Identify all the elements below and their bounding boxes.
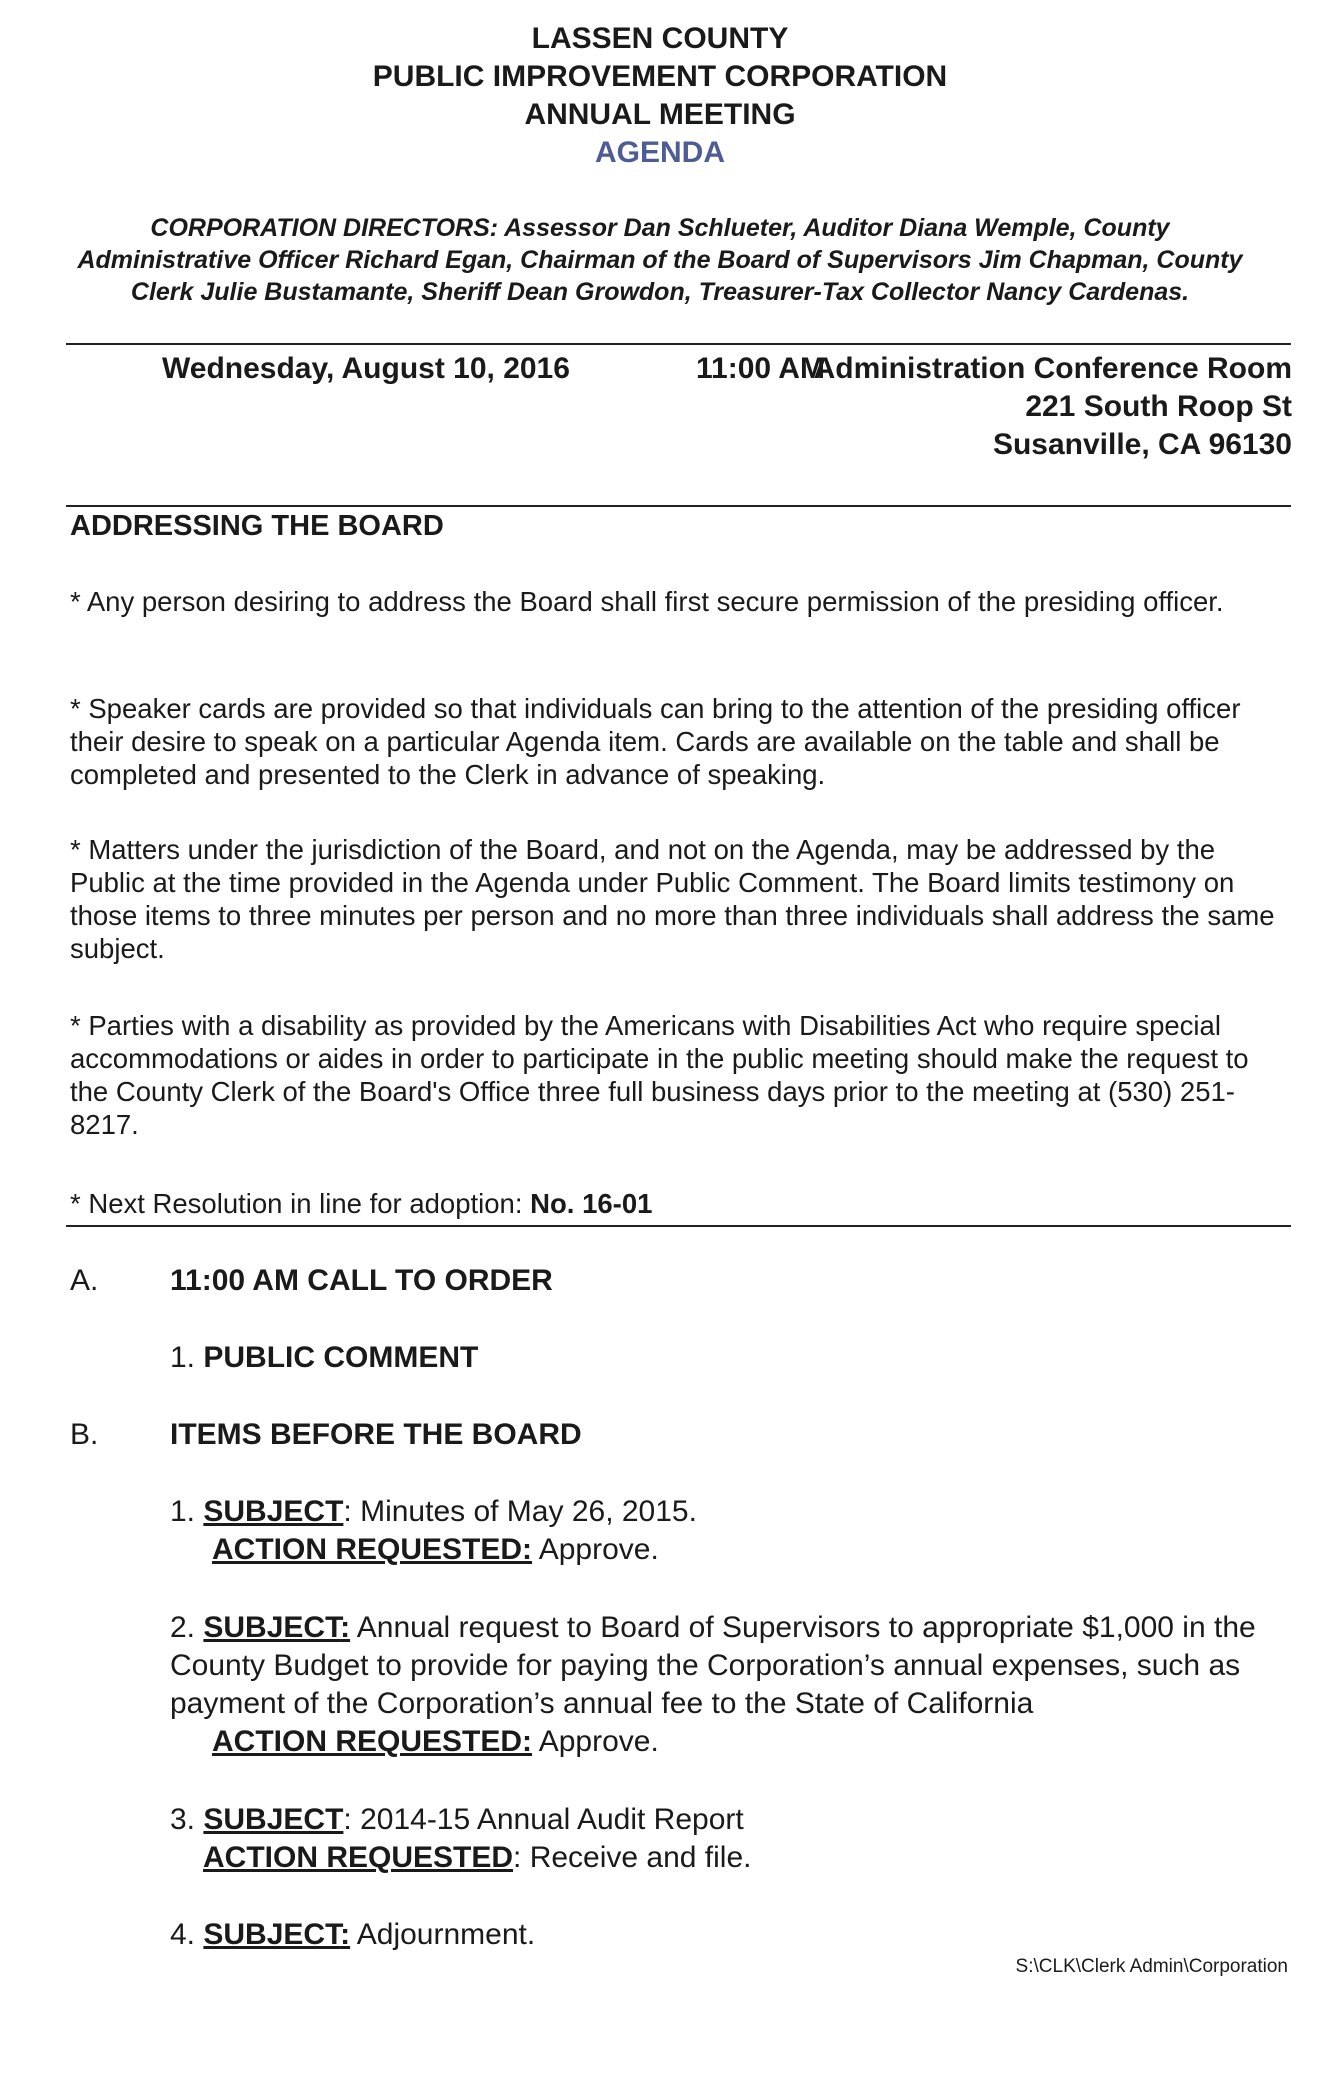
- addressing-paragraph: * Matters under the jurisdiction of the Board, and not on the Agenda, may be addressed by the Public at the time provided in the Agenda under Public Comment. The Board limits testimony on those items to three minutes per person and no more than three individuals shall address the same subject.: [70, 834, 1275, 964]
- agenda-item-2-subject: 2. SUBJECT: Annual request to Board of Supervisors to appropriate $1,000 in the County Budget to provide for paying the Corporation’s annual expenses, such as payment of the Corporation’s annual fee to the State of California: [170, 1611, 1256, 1720]
- item-subject: Annual request to Board of Supervisors to appropriate $1,000 in the County Budget to provide for paying the Corporation’s annual expenses, such as payment of the Corporation’s annual fee to the State of California: [170, 1611, 1256, 1720]
- action-label: ACTION REQUESTED: [212, 1533, 523, 1566]
- next-resolution: [70, 1187, 1285, 1220]
- subject-label: SUBJECT: [203, 1918, 341, 1951]
- location-divider: [66, 505, 1291, 507]
- section-b-title: ITEMS BEFORE THE BOARD: [170, 1418, 582, 1451]
- addressing-divider: [66, 1225, 1291, 1227]
- item-number: 1.: [170, 1495, 196, 1528]
- subject-label: SUBJECT: [203, 1495, 344, 1528]
- file-path: S:\CLK\Clerk Admin\Corporation: [1015, 1956, 1288, 1977]
- meeting-time: 11:00 AM: [696, 352, 825, 385]
- next-resolution-label: * Next Resolution in line for adoption:: [70, 1188, 531, 1219]
- document-title: AGENDA: [594, 136, 725, 169]
- agenda-item-3-subject: 3. SUBJECT: 2014-15 Annual Audit Report: [170, 1803, 744, 1836]
- addressing-paragraph: * Speaker cards are provided so that individuals can bring to the attention of the presiding officer their desire to speak on a particular Agenda item. Cards are available on the table and shall be completed and presented to the Clerk in advance of speaking.: [70, 693, 1241, 790]
- agenda-item-1-action: ACTION REQUESTED: Approve.: [212, 1533, 659, 1566]
- action-label: ACTION REQUESTED: [212, 1725, 523, 1758]
- subject-label: SUBJECT: [203, 1803, 344, 1836]
- section-a-title: 11:00 AM CALL TO ORDER: [170, 1264, 553, 1297]
- addressing-title: ADDRESSING THE BOARD: [70, 510, 444, 542]
- item-action: Approve.: [538, 1533, 659, 1566]
- location-room: Administration Conference Room: [813, 352, 1292, 385]
- agenda-item-1-subject: 1. SUBJECT: Minutes of May 26, 2015.: [170, 1495, 697, 1528]
- meeting-type: ANNUAL MEETING: [524, 98, 796, 131]
- meeting-location: [792, 350, 1292, 464]
- agenda-item-3-action: ACTION REQUESTED: Receive and file.: [203, 1841, 752, 1874]
- public-comment-title: PUBLIC COMMENT: [203, 1341, 479, 1374]
- item-subject: 2014-15 Annual Audit Report: [360, 1803, 744, 1836]
- addressing-paragraph: * Any person desiring to address the Board shall first secure permission of the presiding officer.: [70, 586, 1224, 617]
- item-number: 4.: [170, 1918, 196, 1951]
- item-subject: Adjournment.: [356, 1918, 536, 1951]
- action-label: ACTION REQUESTED: [203, 1841, 514, 1874]
- header-divider: [66, 343, 1291, 345]
- location-street: 221 South Roop St: [1025, 390, 1292, 423]
- agenda-item-4-subject: 4. SUBJECT: Adjournment.: [170, 1918, 536, 1951]
- item-action: Approve.: [538, 1725, 659, 1758]
- item-action: Receive and file.: [529, 1841, 752, 1874]
- item-number: 3.: [170, 1803, 196, 1836]
- subject-label: SUBJECT: [203, 1611, 341, 1644]
- section-a-item-1: [170, 1339, 478, 1377]
- location-city: Susanville, CA 96130: [992, 428, 1292, 461]
- corporation-directors: CORPORATION DIRECTORS: Assessor Dan Schlueter, Auditor Diana Wemple, County Administrative Officer Richard Egan, Chairman of the Board of Supervisors Jim Chapman, County Clerk Julie Bustamante, Sheriff Dean Growdon, Treasurer-Tax Collector Nancy Cardenas.: [77, 214, 1243, 306]
- item-subject: Minutes of May 26, 2015.: [360, 1495, 697, 1528]
- county-name: LASSEN COUNTY: [531, 22, 789, 55]
- addressing-paragraph: * Parties with a disability as provided by the Americans with Disabilities Act who require special accommodations or aides in order to participate in the public meeting should make the request to the County Clerk of the Board's Office three full business days prior to the meeting at (530) 251-8217.: [70, 1010, 1249, 1140]
- next-resolution-number: No. 16-01: [530, 1188, 653, 1219]
- item-number: 2.: [170, 1611, 196, 1644]
- meeting-date: Wednesday, August 10, 2016: [162, 352, 570, 385]
- section-a-letter: A.: [70, 1264, 99, 1297]
- corporation-name: PUBLIC IMPROVEMENT CORPORATION: [372, 60, 948, 93]
- section-b-letter: B.: [70, 1418, 99, 1451]
- item-number: 1.: [170, 1341, 196, 1374]
- agenda-item-2-action: ACTION REQUESTED: Approve.: [212, 1725, 659, 1758]
